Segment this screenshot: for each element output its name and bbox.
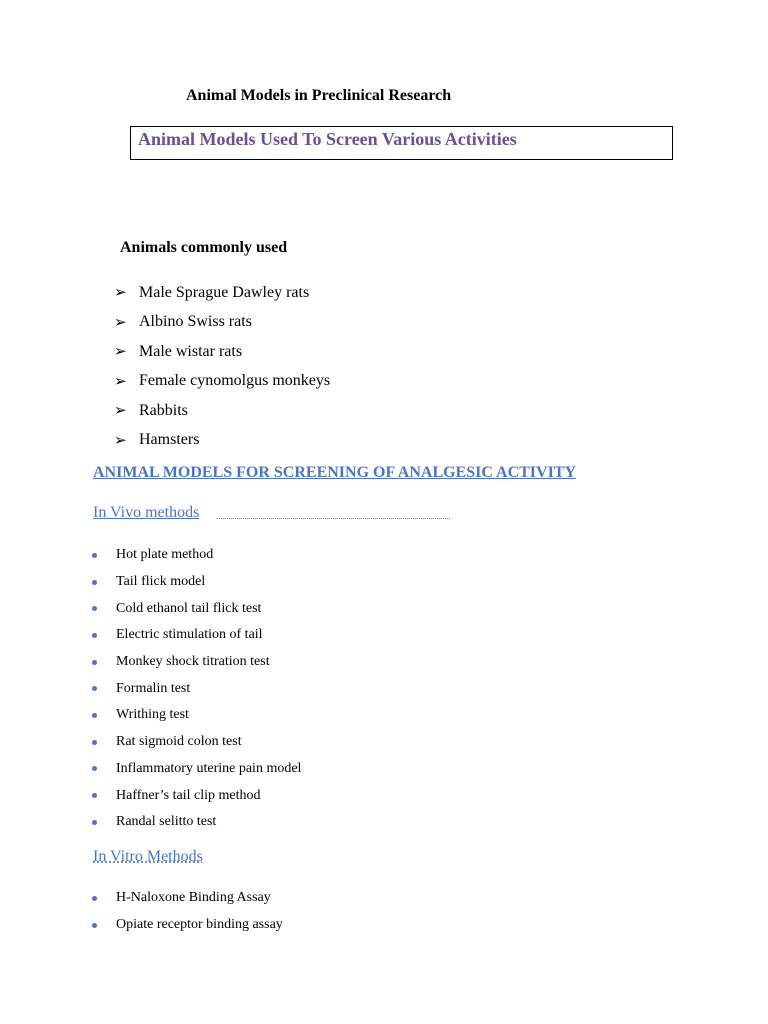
analgesic-section-heading: ANIMAL MODELS FOR SCREENING OF ANALGESIC ACTIVITY (93, 464, 577, 481)
method-label: Rat sigmoid colon test (116, 734, 242, 750)
dot-bullet-icon (92, 896, 97, 901)
dot-bullet-icon (92, 923, 97, 928)
method-label: Inflammatory uterine pain model (116, 760, 302, 776)
method-list-item (92, 885, 283, 912)
arrowhead-bullet-icon: ➢ (114, 285, 127, 302)
dot-bullet-icon (92, 580, 97, 585)
arrowhead-bullet-icon: ➢ (114, 432, 127, 449)
method-list-item (92, 782, 301, 809)
method-label: H-Naloxone Binding Assay (116, 890, 271, 906)
dot-bullet-icon (92, 740, 97, 745)
arrowhead-bullet-icon: ➢ (114, 344, 127, 361)
animal-list-item (114, 367, 330, 397)
method-label: Monkey shock titration test (116, 654, 270, 670)
method-label: Writhing test (116, 707, 189, 723)
animals-list (114, 278, 330, 455)
dot-bullet-icon (92, 633, 97, 638)
dotted-rule (217, 518, 450, 519)
animal-label: Albino Swiss rats (139, 313, 252, 331)
animal-label: Male wistar rats (139, 342, 243, 360)
method-list-item (92, 675, 301, 702)
animal-label: Male Sprague Dawley rats (139, 283, 310, 301)
dot-bullet-icon (92, 793, 97, 798)
arrowhead-bullet-icon: ➢ (114, 373, 127, 390)
arrowhead-bullet-icon: ➢ (114, 403, 127, 420)
animal-list-item (114, 396, 330, 426)
animal-label: Rabbits (139, 401, 188, 419)
animals-heading: Animals commonly used (120, 239, 288, 256)
method-list-item (92, 702, 301, 729)
arrowhead-bullet-icon: ➢ (114, 314, 127, 331)
dot-bullet-icon (92, 606, 97, 611)
in-vitro-heading: In Vitro Methods (93, 848, 203, 865)
animal-list-item (114, 426, 330, 456)
method-label: Tail flick model (116, 574, 206, 590)
method-label: Formalin test (116, 680, 191, 696)
method-list-item (92, 542, 301, 569)
method-label: Cold ethanol tail flick test (116, 600, 262, 616)
method-list-item (92, 912, 283, 939)
animal-list-item (114, 278, 330, 308)
in-vivo-heading: In Vivo methods (93, 504, 200, 521)
animal-list-item (114, 308, 330, 338)
dot-bullet-icon (92, 553, 97, 558)
dot-bullet-icon (92, 713, 97, 718)
method-label: Haffner’s tail clip method (116, 787, 261, 803)
boxed-heading-frame (130, 126, 673, 160)
method-label: Randal selitto test (116, 814, 217, 830)
animal-label: Female cynomolgus monkeys (139, 372, 331, 390)
method-list-item (92, 809, 301, 836)
method-list-item (92, 649, 301, 676)
dot-bullet-icon (92, 820, 97, 825)
method-list-item (92, 595, 301, 622)
method-list-item (92, 729, 301, 756)
in-vitro-methods-list (92, 885, 283, 938)
animal-label: Hamsters (139, 431, 200, 449)
in-vivo-methods-list (92, 542, 301, 836)
animal-list-item (114, 337, 330, 367)
method-label: Electric stimulation of tail (116, 627, 263, 643)
method-list-item (92, 569, 301, 596)
dot-bullet-icon (92, 686, 97, 691)
method-list-item (92, 756, 301, 783)
method-list-item (92, 622, 301, 649)
method-label: Hot plate method (116, 547, 214, 563)
dot-bullet-icon (92, 660, 97, 665)
page-title: Animal Models in Preclinical Research (186, 87, 452, 104)
boxed-heading: Animal Models Used To Screen Various Activities (138, 129, 517, 149)
method-label: Opiate receptor binding assay (116, 917, 283, 933)
dot-bullet-icon (92, 766, 97, 771)
